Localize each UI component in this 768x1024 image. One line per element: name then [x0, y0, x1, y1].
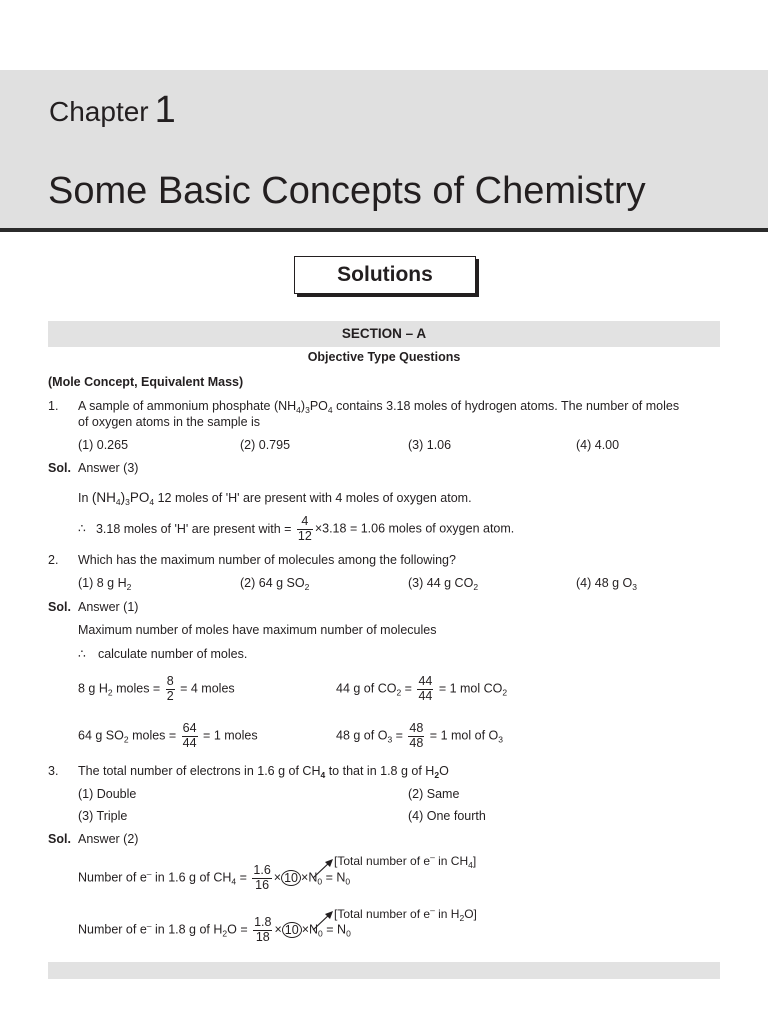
annotation-text: [Total number of e [334, 907, 431, 921]
times-symbol: × [273, 870, 282, 885]
q1-text-line2: of oxygen atoms in the sample is [78, 415, 261, 429]
q1-exp-text: ×3.18 [314, 521, 347, 536]
fraction-numerator: 1.8 [254, 915, 272, 929]
therefore-symbol: ∴ [78, 647, 86, 661]
fraction-numerator: 8 [166, 674, 174, 688]
q1-exp-formula: ) [120, 490, 126, 505]
q1-sub: 4 [327, 405, 333, 415]
q1-exp-sub: 4 [115, 497, 121, 507]
q1-exp-text: In [78, 491, 92, 505]
option-text: (3) 44 g CO [408, 576, 474, 590]
option-sub: 2 [304, 582, 310, 592]
q2-calc-co2 [336, 675, 507, 704]
chapter-number: 1 [154, 89, 176, 131]
q3-option-4: (4) One fourth [408, 809, 486, 823]
calc-sub: 2 [123, 734, 129, 745]
calc-sub: 2 [502, 687, 508, 698]
solutions-heading: Solutions [294, 256, 476, 294]
q2-option-3 [408, 576, 478, 592]
q3-option-3: (3) Triple [78, 809, 128, 823]
q3-sub: 2 [434, 770, 440, 780]
q1-number: 1. [48, 399, 59, 413]
option-sub: 2 [473, 582, 479, 592]
q1-text [78, 399, 679, 415]
q3-annotation-2 [334, 905, 477, 923]
fraction-denominator: 18 [255, 929, 270, 944]
eq-text: = [322, 922, 338, 937]
eq-sub: 0 [346, 928, 351, 939]
option-text: (4) 48 g O [576, 576, 633, 590]
annotation-text: [Total number of e [334, 854, 431, 868]
q1-exp-text: 12 moles of 'H' are present with 4 moles of oxygen atom. [154, 491, 472, 505]
q1-option-2: (2) 0.795 [240, 438, 291, 452]
chapter-label [49, 88, 176, 131]
q1-answer: Answer (3) [78, 461, 139, 475]
calc-text: 44 g of CO [336, 681, 397, 696]
q3-option-2: (2) Same [408, 787, 460, 801]
q2-text: Which has the maximum number of molecules among the following? [78, 553, 456, 567]
q2-calc-so2 [78, 722, 258, 751]
option-text: (1) 8 g H [78, 576, 127, 590]
section-subtitle: Objective Type Questions [307, 350, 461, 364]
fraction-numerator: 48 [409, 721, 424, 735]
header-rule [0, 228, 768, 232]
eq-text: Number of e [78, 922, 147, 937]
chapter-title: Some Basic Concepts of Chemistry [48, 170, 646, 212]
annotation-text: in CH [434, 854, 469, 868]
eq-text: O = [227, 922, 252, 937]
calc-text: 8 g H [78, 681, 108, 696]
q2-number: 2. [48, 553, 59, 567]
q2-option-4 [576, 576, 637, 592]
calc-text: = 4 moles [176, 681, 235, 696]
fraction-numerator: 4 [297, 515, 313, 530]
q1-explanation-2 [78, 515, 514, 544]
calc-sub: 2 [396, 687, 402, 698]
annotation-text: in H [434, 907, 460, 921]
calc-text: moles = [128, 728, 180, 743]
eq-sub: 2 [222, 928, 228, 939]
q3-equation-2 [78, 916, 351, 945]
q1-exp-sub: 4 [149, 497, 155, 507]
fraction-numerator: 1.6 [253, 863, 271, 877]
calc-fraction [417, 675, 433, 704]
q1-sub: 4 [296, 405, 301, 415]
eq-text: = [322, 870, 337, 885]
annotation-text: ] [472, 854, 477, 868]
q1-exp-text: = 1.06 moles of oxygen atom. [346, 521, 515, 536]
q1-exp-formula: (NH [91, 490, 116, 505]
calc-sub: 3 [387, 734, 393, 745]
circled-number: 10 [282, 922, 302, 938]
eq-sub: 0 [318, 928, 323, 939]
calc-text: = [392, 728, 407, 743]
q1-sol-label: Sol. [48, 461, 71, 475]
eq-text: in 1.8 g of H [151, 922, 223, 937]
times-symbol: × [301, 870, 309, 885]
q2-option-2 [240, 576, 309, 592]
q3-text-part: to that in 1.8 g of H [325, 764, 435, 778]
eq-text: in 1.6 g of CH [151, 870, 232, 885]
q2-sol-label: Sol. [48, 600, 71, 614]
q1-text-part: ) [300, 399, 306, 413]
fraction-numerator: 64 [182, 721, 197, 735]
calc-text: moles = [112, 681, 164, 696]
calc-sub: 3 [498, 734, 503, 745]
calc-text: 64 g SO [78, 728, 124, 743]
annotation-sub: 2 [459, 913, 465, 923]
calc-text: = 1 moles [199, 728, 258, 743]
section-title: SECTION – A [341, 326, 427, 341]
eq-text: N [309, 922, 319, 937]
q3-sol-label: Sol. [48, 832, 71, 846]
q3-option-1: (1) Double [78, 787, 137, 801]
q3-answer: Answer (2) [78, 832, 139, 846]
fraction-denominator: 16 [255, 877, 270, 892]
circled-number: 10 [281, 870, 301, 886]
calc-sub: 2 [107, 687, 113, 698]
q3-equation-1 [78, 864, 350, 893]
fraction-denominator: 44 [182, 735, 197, 750]
option-sub: 2 [126, 582, 132, 592]
q3-sub: 4 [320, 770, 326, 780]
q3-annotation-1 [334, 852, 476, 870]
fraction-denominator: 44 [418, 688, 433, 703]
q2-answer: Answer (1) [78, 600, 139, 614]
eq-sub: 0 [317, 876, 323, 887]
eq-text: N [336, 870, 346, 885]
fraction-denominator: 12 [297, 528, 312, 543]
eq-sup: – [146, 868, 152, 879]
option-sub: 3 [632, 582, 638, 592]
q2-calc-o3 [336, 722, 503, 751]
q2-calc-h2 [78, 675, 235, 704]
annotation-sup: – [430, 905, 435, 915]
calc-fraction [166, 675, 175, 704]
calc-text: 48 g of O [336, 728, 388, 743]
eq-text: N [337, 922, 347, 937]
times-symbol: × [274, 922, 282, 937]
q3-text [78, 764, 449, 780]
q2-explanation-2 [78, 646, 247, 661]
q1-explanation-1 [78, 490, 472, 507]
q1-sub: 3 [305, 405, 310, 415]
eq-text: = [236, 870, 251, 885]
option-text: (2) 64 g SO [240, 576, 305, 590]
calc-text: = 1 mol CO [435, 681, 503, 696]
fraction-numerator: 44 [418, 674, 433, 688]
eq-text: N [308, 870, 318, 885]
calc-fraction [182, 722, 198, 751]
therefore-symbol: ∴ [78, 521, 86, 536]
q3-text-part: O [439, 764, 449, 778]
q3-text-part: The total number of electrons in 1.6 g of CH [78, 764, 321, 778]
q3-number: 3. [48, 764, 59, 778]
eq-fraction [252, 864, 271, 893]
fraction-denominator: 2 [166, 688, 174, 703]
calc-text: = [401, 681, 416, 696]
q1-option-1: (1) 0.265 [78, 438, 129, 452]
q1-exp-sub: 3 [125, 497, 130, 507]
q1-exp-text: 3.18 moles of 'H' are present with = [95, 521, 295, 536]
q1-option-4: (4) 4.00 [576, 438, 620, 452]
chapter-word: Chapter [49, 96, 149, 127]
annotation-sub: 4 [468, 860, 473, 870]
annotation-sup: – [430, 852, 435, 862]
q1-text-part: PO [309, 399, 328, 413]
eq-sub: 0 [345, 876, 351, 887]
q1-text-part: contains 3.18 moles of hydrogen atoms. The number of moles [332, 399, 680, 413]
annotation-text: O] [464, 907, 477, 921]
eq-text: Number of e [78, 870, 147, 885]
q1-fraction [297, 515, 313, 544]
eq-sup: – [146, 920, 152, 931]
q2-explanation-1: Maximum number of moles have maximum number of molecules [78, 623, 437, 637]
fraction-denominator: 48 [409, 735, 424, 750]
q1-option-3: (3) 1.06 [408, 438, 452, 452]
footer-band [48, 962, 720, 979]
calc-text: = 1 mol of O [426, 728, 499, 743]
q2-exp-text: calculate number of moles. [97, 647, 248, 661]
eq-sub: 4 [231, 876, 237, 887]
q1-text-part: A sample of ammonium phosphate (NH [78, 399, 297, 413]
calc-fraction [408, 722, 424, 751]
q1-exp-formula: PO [129, 490, 150, 505]
times-symbol: × [301, 922, 310, 937]
q2-option-1 [78, 576, 131, 592]
topic-heading: (Mole Concept, Equivalent Mass) [48, 375, 244, 389]
eq-fraction [253, 916, 272, 945]
